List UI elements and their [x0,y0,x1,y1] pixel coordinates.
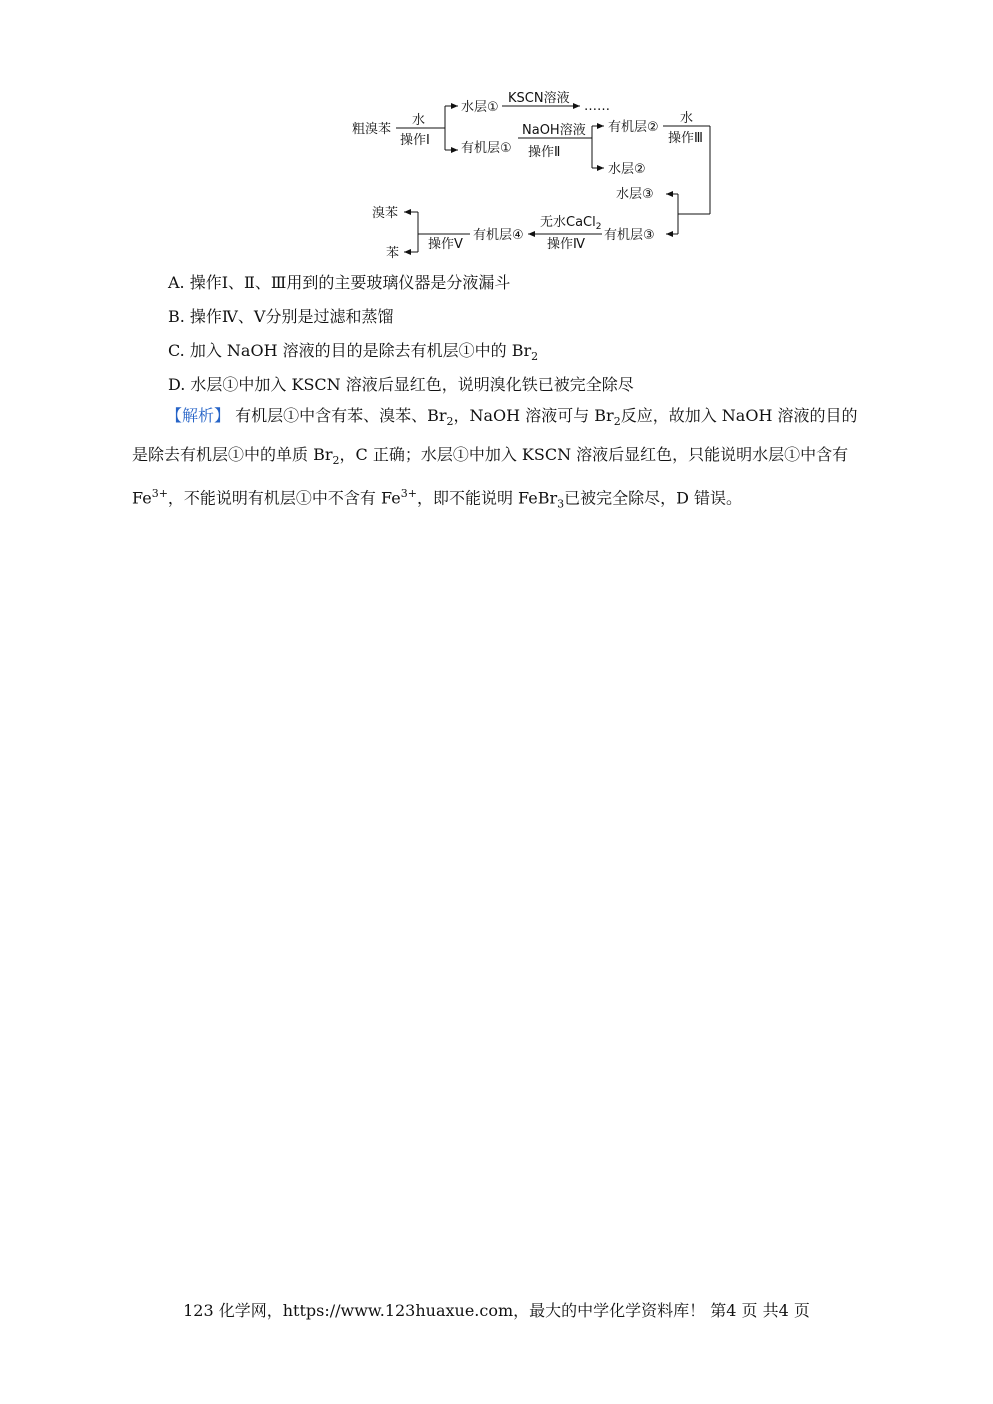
analysis-paragraph [132,399,897,521]
option-c-text: C. 加入 NaOH 溶液的目的是除去有机层①中的 Br [168,341,532,360]
water-label-2: 水 [680,111,694,126]
op1-label: 操作Ⅰ [400,133,430,148]
org3-label: 有机层③ [604,228,655,243]
bromobenzene-label: 溴苯 [372,206,399,221]
org4-label: 有机层④ [473,228,524,243]
option-c [168,338,538,363]
page-footer: 123 化学网，https://www.123huaxue.com，最大的中学化学资料库！ 第4 页 共4 页 [183,1301,810,1320]
aq2-label: 水层② [608,162,646,177]
analysis-tag: 【解析】 [166,406,231,425]
aq3-label: 水层③ [616,187,654,202]
cacl2-label [540,214,601,232]
op2-label: 操作Ⅱ [528,145,561,160]
cacl2-sub: 2 [595,222,602,232]
benzene-label: 苯 [386,246,400,261]
op5-label: 操作Ⅴ [428,237,463,252]
crude-label: 粗溴苯 [352,122,392,137]
analysis-line-3: $Fe^{3+}$，不能说明有机层①中不含有 $Fe^{3+}$，即不能说明 FeBr$_3$已被完全除尽，D 错误。 [132,487,743,511]
op4-label: 操作Ⅳ [547,237,585,252]
analysis-line-1: 【解析】 有机层①中含有苯、溴苯、$Br_2$，NaOH 溶液可与 $Br_2$反应，故加入 NaOH 溶液的目的 [166,406,858,429]
naoh-label: NaOH溶液 [522,123,586,138]
water-label-1: 水 [412,113,426,128]
org1-label: 有机层① [461,141,512,156]
separation-flow-diagram [340,86,730,266]
aq1-label: 水层① [461,100,499,115]
option-b: B. 操作Ⅳ、Ⅴ分别是过滤和蒸馏 [168,307,394,326]
dots-label: …… [584,99,610,114]
org2-label: 有机层② [608,120,659,135]
option-d: D. 水层①中加入 KSCN 溶液后显红色，说明溴化铁已被完全除尽 [168,375,634,394]
option-a: A. 操作Ⅰ、Ⅱ、Ⅲ用到的主要玻璃仪器是分液漏斗 [168,273,511,292]
kscn-label: KSCN溶液 [508,91,570,106]
option-c-sub: 2 [531,350,539,364]
analysis-line-2: 是除去有机层①中的单质 $Br_2$，C 正确；水层①中加入 KSCN 溶液后显红色，只能说明水层①中含有 [132,445,849,468]
cacl2-text: 无水CaCl [540,215,596,230]
op3-label: 操作Ⅲ [668,131,703,146]
